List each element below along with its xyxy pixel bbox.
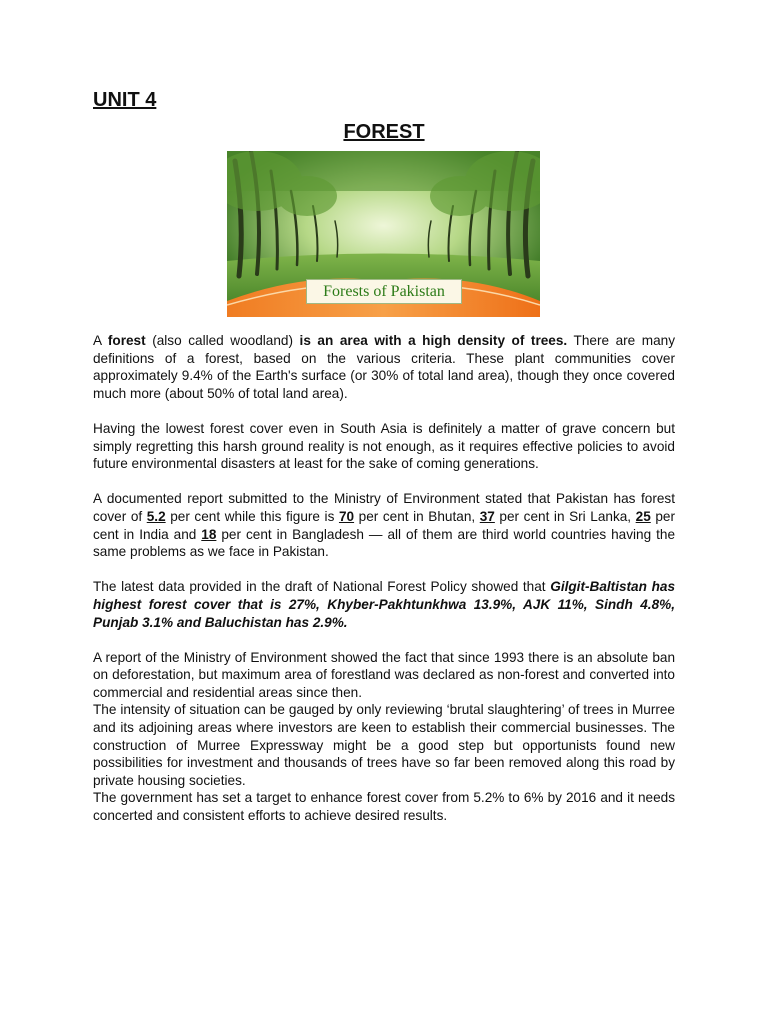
paragraph-murree: The intensity of situation can be gauged by only reviewing ‘brutal slaughtering’ of trees in Murree and its adjoining areas where investors are keen to establish their commercial businesses. The construction of Murree Expressway might be a good step but opportunists found new possibilities for investment and thousands of trees have so far been removed along this road by private housing societies. (93, 702, 675, 788)
text-run: There are many definitions of a forest, based on the various criteria. These plant communities cover approximately 9.4% of the Earth's surface (or 30% of total land area), though they once covered much more (about 50% of total land area). (93, 333, 676, 401)
value-bhutan: 70 (338, 508, 355, 524)
paragraph-definition (93, 332, 675, 402)
text-run: The latest data provided in the draft of National Forest Policy showed that (93, 579, 551, 595)
paragraph-forest-cover (93, 490, 675, 560)
paragraph-target: The government has set a target to enhance forest cover from 5.2% to 6% by 2016 and it needs concerted and consistent efforts to achieve desired results. (93, 790, 675, 824)
paragraph-deforestation-ban: A report of the Ministry of Environment showed the fact that since 1993 there is an absolute ban on deforestation, but maximum area of forestland was declared as non-forest and converted into commercial and residential areas since then. (93, 649, 675, 700)
bold-italic-statistics: Gilgit-Baltistan has highest forest cover that is 27%, Khyber-Pakhtunkhwa 13.9%, AJK 11%, Sindh 4.8%, Punjab 3.1% and Baluchistan has 2.9%. (93, 579, 675, 630)
text-run: (also called woodland) (145, 333, 300, 348)
value-pakistan: 5.2 (146, 508, 166, 524)
text-run: per cent while this figure is (165, 508, 339, 524)
bold-phrase: is an area with a high density of trees. (299, 333, 568, 348)
value-india: 25 (635, 508, 651, 524)
text-run: per cent in Bangladesh — all of them are third world countries having the same problems as we face in Pakistan. (93, 526, 676, 560)
forest-banner-image (227, 151, 540, 317)
text-run: A (93, 333, 108, 348)
paragraph-policy-data (93, 578, 675, 631)
banner-caption: Forests of Pakistan (306, 279, 462, 304)
text-run: per cent in Sri Lanka, (494, 508, 636, 524)
unit-heading: UNIT 4 (93, 89, 157, 111)
paragraph-south-asia: Having the lowest forest cover even in South Asia is definitely a matter of grave concern but simply regretting this harsh ground reality is not enough, as it requires effective policies to avoid future environmental disasters at least for the sake of coming generations. (93, 420, 675, 472)
page-title: FOREST (343, 121, 425, 143)
text-run: A documented report submitted to the Ministry of Environment stated that Pakistan has forest cover of (93, 491, 675, 524)
bold-term: forest (107, 333, 146, 348)
text-run: per cent in India and (93, 508, 676, 542)
text-run: per cent in Bhutan, (354, 508, 480, 524)
value-bangladesh: 18 (201, 526, 217, 542)
value-sri-lanka: 37 (479, 508, 495, 524)
article-body (93, 332, 675, 825)
